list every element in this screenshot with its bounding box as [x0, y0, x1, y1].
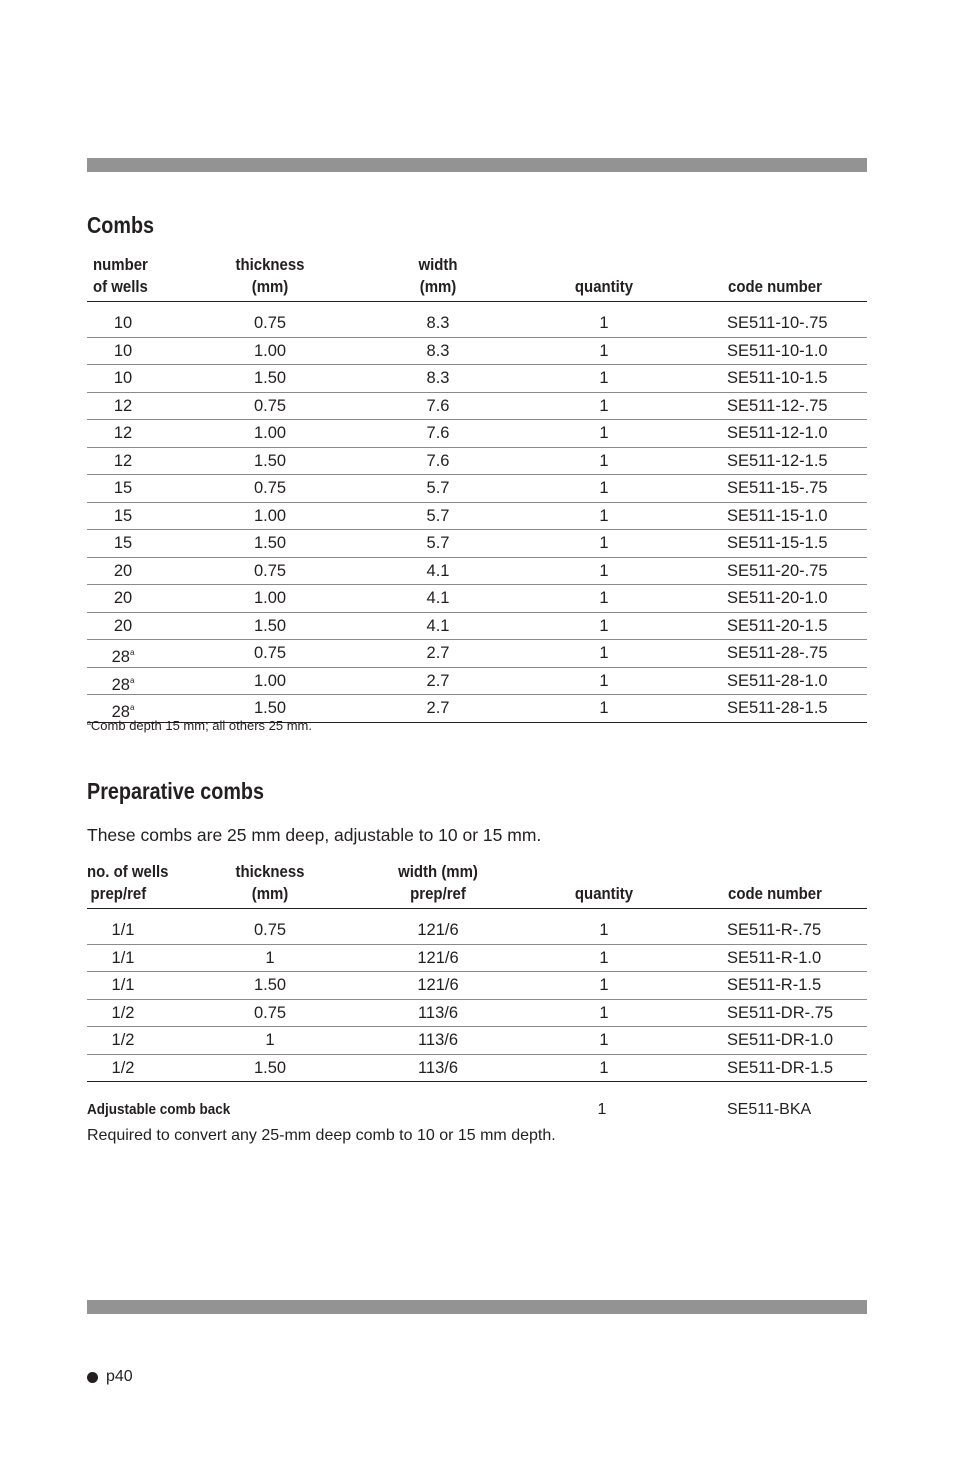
- cell-wells: 1/2: [111, 1058, 135, 1077]
- table-row: [87, 475, 867, 503]
- cell-width: 4.1: [426, 616, 450, 635]
- cell-quantity: 1: [599, 699, 609, 717]
- table-row: [87, 558, 867, 586]
- cell-wells: 15: [113, 479, 133, 497]
- table-row: [87, 945, 867, 973]
- cell-wells: 1/2: [111, 1031, 135, 1049]
- cell-width: 2.7: [426, 671, 450, 690]
- preparative-table-body: [87, 917, 867, 1082]
- adjustable-comb-back-row: [87, 1101, 867, 1123]
- page-number: p40: [87, 1368, 133, 1386]
- cell-thickness: 1.00: [253, 589, 287, 607]
- cell-code-number: SE511-10-1.5: [727, 369, 828, 387]
- cell-code-number: SE511-R-1.5: [727, 976, 822, 994]
- cell-wells: 15: [113, 506, 133, 525]
- cell-wells: 20: [113, 561, 133, 580]
- header-code-number: code number: [728, 884, 822, 903]
- cell-wells: 28$^a$: [111, 703, 135, 721]
- cell-wells: 10: [113, 314, 133, 332]
- cell-code-number: SE511-20-.75: [727, 561, 828, 580]
- cell-thickness: 1.50: [253, 534, 287, 552]
- combs-title: Combs: [87, 212, 155, 238]
- header-no-of-wells: no. of wells prep/ref: [87, 862, 169, 903]
- cell-code-number: SE511-DR-1.0: [727, 1031, 834, 1049]
- cell-width: 121/6: [417, 976, 459, 994]
- table-row: [87, 310, 867, 338]
- cell-width: 7.6: [426, 424, 450, 442]
- cell-quantity: 1: [599, 561, 609, 580]
- cell-thickness: 0.75: [253, 921, 287, 939]
- cell-wells: 10: [113, 369, 133, 387]
- header-rule: [87, 158, 867, 172]
- cell-width: 4.1: [426, 561, 450, 580]
- cell-thickness: 1.50: [253, 616, 287, 635]
- cell-thickness: 1: [265, 948, 275, 967]
- table-row: [87, 393, 867, 421]
- cell-quantity: 1: [599, 589, 609, 607]
- cell-width: 5.7: [426, 506, 450, 525]
- cell-quantity: 1: [599, 369, 609, 387]
- cell-quantity: 1: [599, 424, 609, 442]
- cell-thickness: 1.00: [253, 506, 287, 525]
- cell-wells: 28$^a$: [111, 648, 135, 666]
- table-row: [87, 338, 867, 366]
- cell-width: 8.3: [426, 341, 450, 360]
- cell-width: 2.7: [426, 644, 450, 662]
- cell-thickness: 0.75: [253, 1003, 287, 1022]
- combs-table-header: number of wells thickness (mm) width (mm) quantity code number: [87, 254, 867, 302]
- cell-wells: 1/1: [111, 921, 135, 939]
- cell-width: 113/6: [417, 1031, 459, 1049]
- cell-wells: 1/2: [111, 1003, 135, 1022]
- cell-width: 5.7: [426, 534, 450, 552]
- cell-wells: 12: [113, 424, 133, 442]
- table-row: [87, 640, 867, 668]
- cell-thickness: 1.00: [253, 424, 287, 442]
- cell-width: 5.7: [426, 479, 450, 497]
- cell-thickness: 1.50: [253, 369, 287, 387]
- preparative-intro: These combs are 25 mm deep, adjustable to 10 or 15 mm.: [87, 825, 542, 845]
- cell-width: 113/6: [417, 1058, 459, 1077]
- cell-code-number: SE511-15-1.0: [727, 506, 828, 525]
- table-row: [87, 420, 867, 448]
- header-number-of-wells: number of wells: [93, 255, 148, 296]
- table-row: [87, 1027, 867, 1055]
- bullet-icon: [87, 1372, 98, 1383]
- cell-code-number: SE511-DR-1.5: [727, 1058, 834, 1077]
- cell-wells: 15: [113, 534, 133, 552]
- cell-thickness: 1.00: [253, 671, 287, 690]
- preparative-table-header: no. of wells prep/ref thickness (mm) width (mm) prep/ref quantity code number: [87, 861, 867, 909]
- cell-wells: 20: [113, 616, 133, 635]
- table-row: [87, 972, 867, 1000]
- cell-quantity: 1: [599, 1003, 609, 1022]
- combs-table: [87, 254, 867, 723]
- cell-code-number: SE511-R-1.0: [727, 948, 822, 967]
- cell-width: 121/6: [417, 948, 459, 967]
- cell-thickness: 0.75: [253, 314, 287, 332]
- cell-code-number: SE511-R-.75: [727, 921, 822, 939]
- cell-quantity: 1: [599, 314, 609, 332]
- cell-quantity: 1: [599, 644, 609, 662]
- cell-code-number: SE511-12-1.0: [727, 424, 828, 442]
- cell-width: 121/6: [417, 921, 459, 939]
- cell-code-number: SE511-28-1.0: [727, 671, 828, 690]
- cell-wells: 1/1: [111, 948, 135, 967]
- cell-width: 4.1: [426, 589, 450, 607]
- cell-quantity: 1: [599, 948, 609, 967]
- cell-quantity: 1: [599, 396, 609, 415]
- combs-footnote: $^a$Comb depth 15 mm; all others 25 mm.: [87, 718, 312, 733]
- adjustable-comb-back-label: Adjustable comb back: [87, 1101, 231, 1118]
- cell-thickness: 1.50: [253, 1058, 287, 1077]
- adjustable-comb-back-description: Required to convert any 25-mm deep comb to 10 or 15 mm depth.: [87, 1127, 556, 1144]
- cell-quantity: 1: [599, 479, 609, 497]
- cell-quantity: 1: [599, 1031, 609, 1049]
- table-row: [87, 1055, 867, 1083]
- cell-thickness: 0.75: [253, 561, 287, 580]
- cell-code-number: SE511-28-1.5: [727, 699, 828, 717]
- table-row: [87, 917, 867, 945]
- cell-code-number: SE511-DR-.75: [727, 1003, 834, 1022]
- cell-code-number: SE511-15-.75: [727, 479, 828, 497]
- combs-table-body: [87, 310, 867, 723]
- cell-wells: 12: [113, 396, 133, 415]
- cell-code-number: SE511-20-1.0: [727, 589, 828, 607]
- cell-wells: 28$^a$: [111, 675, 135, 694]
- cell-code-number: SE511-12-.75: [727, 396, 828, 415]
- cell-code-number: SE511-10-.75: [727, 314, 828, 332]
- cell-thickness: 1: [265, 1031, 275, 1049]
- cell-thickness: 1.00: [253, 341, 287, 360]
- cell-quantity: 1: [599, 921, 609, 939]
- cell-wells: 12: [113, 451, 133, 470]
- cell-quantity: 1: [599, 341, 609, 360]
- cell-quantity: 1: [599, 1058, 609, 1077]
- table-row: [87, 668, 867, 696]
- cell-thickness: 1.50: [253, 699, 287, 717]
- preparative-combs-table: [87, 861, 867, 1082]
- header-code-number: code number: [728, 277, 822, 296]
- table-row: [87, 503, 867, 531]
- cell-width: 7.6: [426, 396, 450, 415]
- cell-wells: 20: [113, 589, 133, 607]
- cell-thickness: 0.75: [253, 644, 287, 662]
- table-row: [87, 530, 867, 558]
- cell-wells: 10: [113, 341, 133, 360]
- cell-width: 113/6: [417, 1003, 459, 1022]
- cell-code-number: SE511-20-1.5: [727, 616, 828, 635]
- table-row: [87, 448, 867, 476]
- cell-quantity: 1: [599, 616, 609, 635]
- adjustable-comb-back-quantity: 1: [597, 1101, 607, 1118]
- cell-quantity: 1: [599, 534, 609, 552]
- cell-code-number: SE511-28-.75: [727, 644, 828, 662]
- cell-code-number: SE511-15-1.5: [727, 534, 828, 552]
- table-row: [87, 613, 867, 641]
- cell-width: 8.3: [426, 314, 450, 332]
- table-row: [87, 585, 867, 613]
- cell-code-number: SE511-10-1.0: [727, 341, 828, 360]
- table-row: [87, 365, 867, 393]
- cell-width: 8.3: [426, 369, 450, 387]
- cell-quantity: 1: [599, 976, 609, 994]
- cell-quantity: 1: [599, 451, 609, 470]
- cell-quantity: 1: [599, 506, 609, 525]
- cell-thickness: 0.75: [253, 396, 287, 415]
- preparative-combs-title: Preparative combs: [87, 778, 265, 804]
- cell-wells: 1/1: [111, 976, 135, 994]
- cell-width: 2.7: [426, 699, 450, 717]
- cell-thickness: 1.50: [253, 976, 287, 994]
- table-row: [87, 1000, 867, 1028]
- cell-quantity: 1: [599, 671, 609, 690]
- cell-thickness: 0.75: [253, 479, 287, 497]
- cell-width: 7.6: [426, 451, 450, 470]
- adjustable-comb-back-code: SE511-BKA: [727, 1101, 812, 1118]
- cell-thickness: 1.50: [253, 451, 287, 470]
- cell-code-number: SE511-12-1.5: [727, 451, 828, 470]
- footer-rule: [87, 1300, 867, 1314]
